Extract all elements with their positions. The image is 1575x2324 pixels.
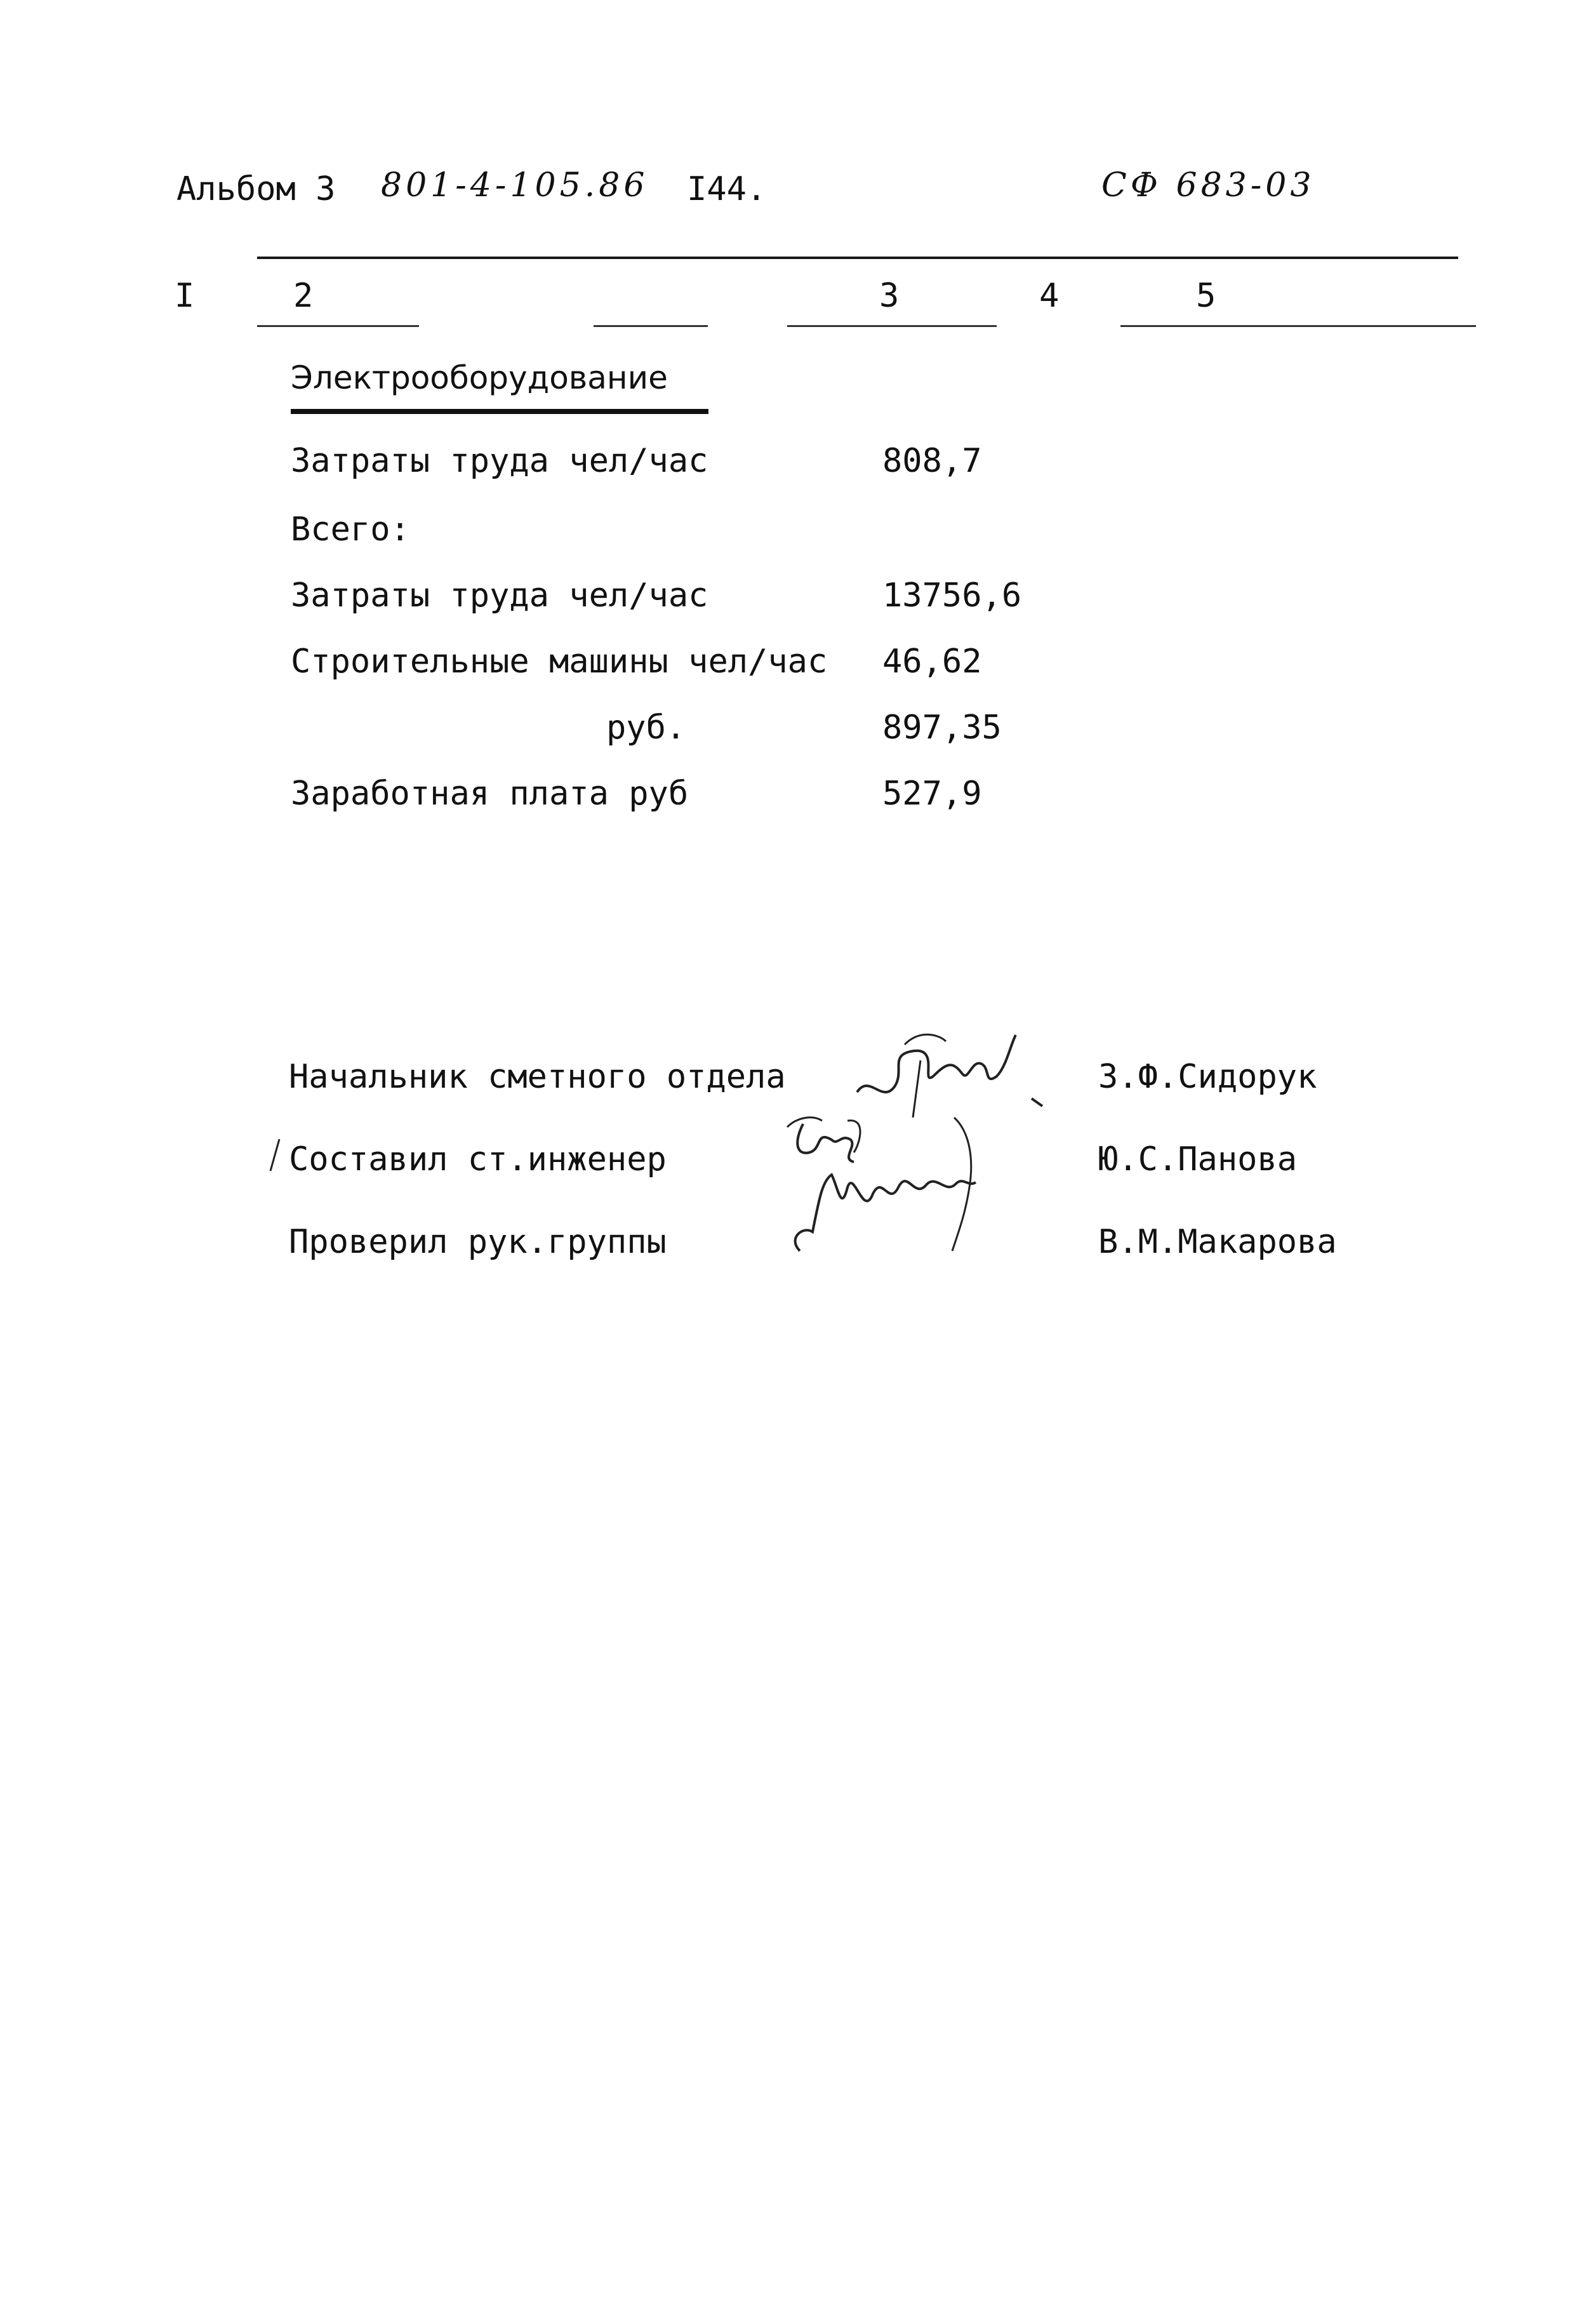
header-bottom-rule [787, 325, 997, 327]
signature-panova-makarova-image [778, 1105, 1006, 1257]
column-2-number: 2 [293, 277, 314, 315]
signature-name: З.Ф.Сидорук [1098, 1058, 1317, 1096]
row-value: 808,7 [882, 442, 982, 480]
row-label: Строительные машины чел/час [291, 643, 828, 681]
section-title: Электрооборудование [291, 359, 668, 396]
row-value: 527,9 [882, 775, 982, 813]
column-3-number: 3 [879, 277, 900, 315]
section-title-underline [291, 409, 708, 414]
row-label: Всего: [291, 511, 410, 549]
signature-name: В.М.Макарова [1098, 1223, 1337, 1261]
margin-tick-mark [265, 1137, 284, 1175]
column-4-number: 4 [1039, 277, 1060, 315]
signature-name: Ю.С.Панова [1098, 1140, 1298, 1179]
header-top-rule [257, 257, 1458, 259]
header-bottom-rule [1120, 325, 1476, 327]
header-bottom-rule [257, 325, 419, 327]
project-number: 801-4-105.86 [381, 166, 649, 204]
row-label: руб. [606, 709, 686, 747]
album-label: Альбом 3 [176, 170, 336, 208]
page-number: I44. [687, 170, 767, 208]
row-value: 46,62 [882, 643, 982, 681]
signature-role: Составил ст.инженер [289, 1140, 667, 1179]
header-bottom-rule [594, 325, 708, 327]
row-value: 897,35 [882, 709, 1002, 747]
signature-role: Начальник сметного отдела [289, 1058, 786, 1096]
document-code: СФ 683-03 [1101, 166, 1315, 204]
row-label: Затраты труда чел/час [291, 442, 708, 480]
signature-role: Проверил рук.группы [289, 1223, 667, 1261]
signature-sidoruk-image [844, 1016, 1054, 1118]
row-label: Заработная плата руб [291, 775, 689, 813]
column-5-number: 5 [1196, 277, 1216, 315]
column-1-number: I [175, 277, 195, 315]
row-value: 13756,6 [882, 577, 1022, 615]
row-label: Затраты труда чел/час [291, 577, 708, 615]
